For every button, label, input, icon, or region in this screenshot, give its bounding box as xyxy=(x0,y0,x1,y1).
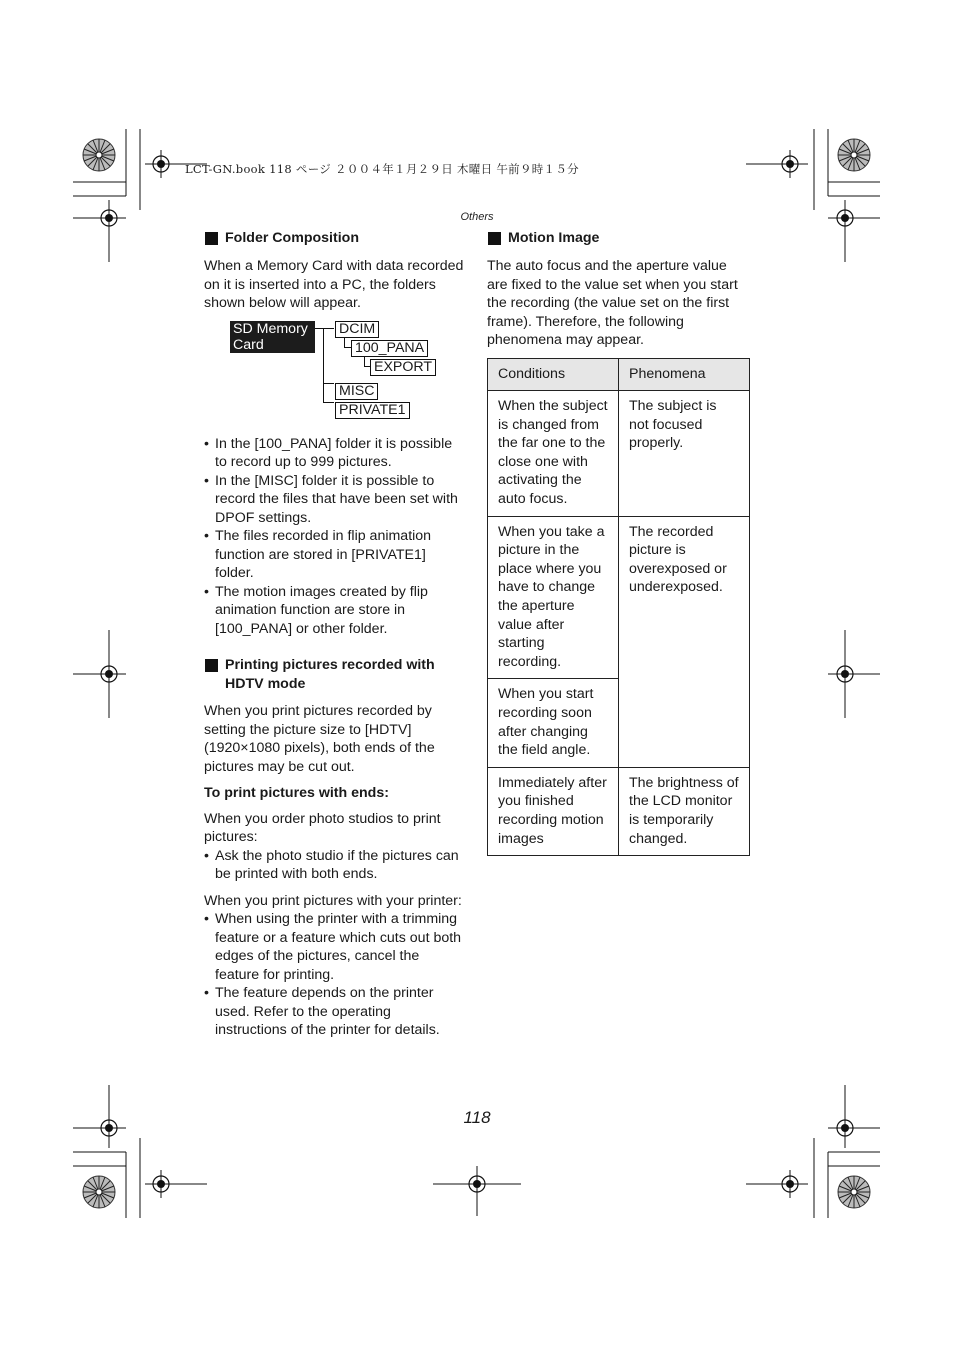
left-column xyxy=(204,229,466,1040)
folder-composition-heading xyxy=(204,229,466,248)
heading-text-line1: Printing pictures recorded with xyxy=(225,657,435,673)
phenomena-table xyxy=(487,358,750,857)
page-number: 118 xyxy=(463,1108,491,1127)
tree-folder-dcim: DCIM xyxy=(335,321,379,338)
folder-intro: When a Memory Card with data recorded on it is inserted into a PC, the folders shown below will appear. xyxy=(204,258,464,311)
heading-text-line2: HDTV mode xyxy=(225,676,306,692)
list-item: • Ask the photo studio if the pictures can be printed with both ends. xyxy=(204,847,459,882)
folder-bullet-list xyxy=(204,435,466,639)
phenomenon-cell: The recorded picture is overexposed or underexposed. xyxy=(619,516,750,767)
hdtv-intro: When you print pictures recorded by setting the picture size to [HDTV] (1920×1080 pixels), both ends of the pictures may be cut out. xyxy=(204,703,435,775)
tree-root-sd-card: SD Memory Card xyxy=(230,321,315,353)
heading-text: Motion Image xyxy=(508,230,600,246)
black-square-icon xyxy=(488,232,501,245)
list-item: • When using the printer with a trimming feature or a feature which cuts out both edges of the pictures, cancel the feature for printing. xyxy=(204,911,462,983)
tree-folder-private1: PRIVATE1 xyxy=(335,402,410,419)
print-header: LCT-GN.book 118 ページ ２００４年１月２９日 木曜日 午前９時１５分 xyxy=(185,162,579,176)
section-label: Others xyxy=(460,211,494,223)
condition-cell: When the subject is changed from the far one to the close one with activating the auto focus. xyxy=(488,391,619,517)
tree-folder-export: EXPORT xyxy=(370,359,436,376)
motion-image-heading xyxy=(487,229,751,248)
hdtv-heading xyxy=(204,656,466,694)
table-row xyxy=(488,767,750,855)
tree-folder-misc: MISC xyxy=(335,383,378,400)
black-square-icon xyxy=(205,232,218,245)
motion-intro: The auto focus and the aperture value are fixed to the value set when you start the recording (the value set on the first frame). Therefore, the following phenomena may appear. xyxy=(487,258,738,348)
table-row xyxy=(488,516,750,679)
heading-text: Folder Composition xyxy=(225,230,359,246)
black-square-icon xyxy=(205,659,218,672)
condition-cell: When you take a picture in the place where you have to change the aperture value after starting recording. xyxy=(488,516,619,679)
list-item: • In the [MISC] folder it is possible to record the files that have been set with DPOF settings. xyxy=(204,472,458,526)
tree-folder-100-pana: 100_PANA xyxy=(351,340,428,357)
printer-intro: When you print pictures with your printer: xyxy=(204,892,462,909)
phenomenon-cell: The subject is not focused properly. xyxy=(619,391,750,517)
folder-tree-diagram xyxy=(204,321,466,425)
table-header-row xyxy=(488,358,750,391)
table-row xyxy=(488,391,750,517)
column-header-conditions: Conditions xyxy=(488,358,619,391)
studio-intro: When you order photo studios to print pictures: xyxy=(204,810,441,845)
right-column xyxy=(487,229,751,856)
column-header-phenomena: Phenomena xyxy=(619,358,750,391)
condition-cell: When you start recording soon after changing the field angle. xyxy=(488,679,619,767)
list-item: • The files recorded in flip animation function are stored in [PRIVATE1] folder. xyxy=(204,528,432,581)
condition-cell: Immediately after you finished recording motion images xyxy=(488,767,619,855)
list-item: • The motion images created by flip animation function are store in [100_PANA] or other folder. xyxy=(204,583,428,637)
phenomenon-cell: The brightness of the LCD monitor is temporarily changed. xyxy=(619,767,750,855)
print-with-ends-subheading: To print pictures with ends: xyxy=(204,785,389,801)
list-item: • In the [100_PANA] folder it is possible to record up to 999 pictures. xyxy=(204,435,453,470)
list-item: • The feature depends on the printer used. Refer to the operating instructions of the printer for details. xyxy=(204,985,440,1038)
